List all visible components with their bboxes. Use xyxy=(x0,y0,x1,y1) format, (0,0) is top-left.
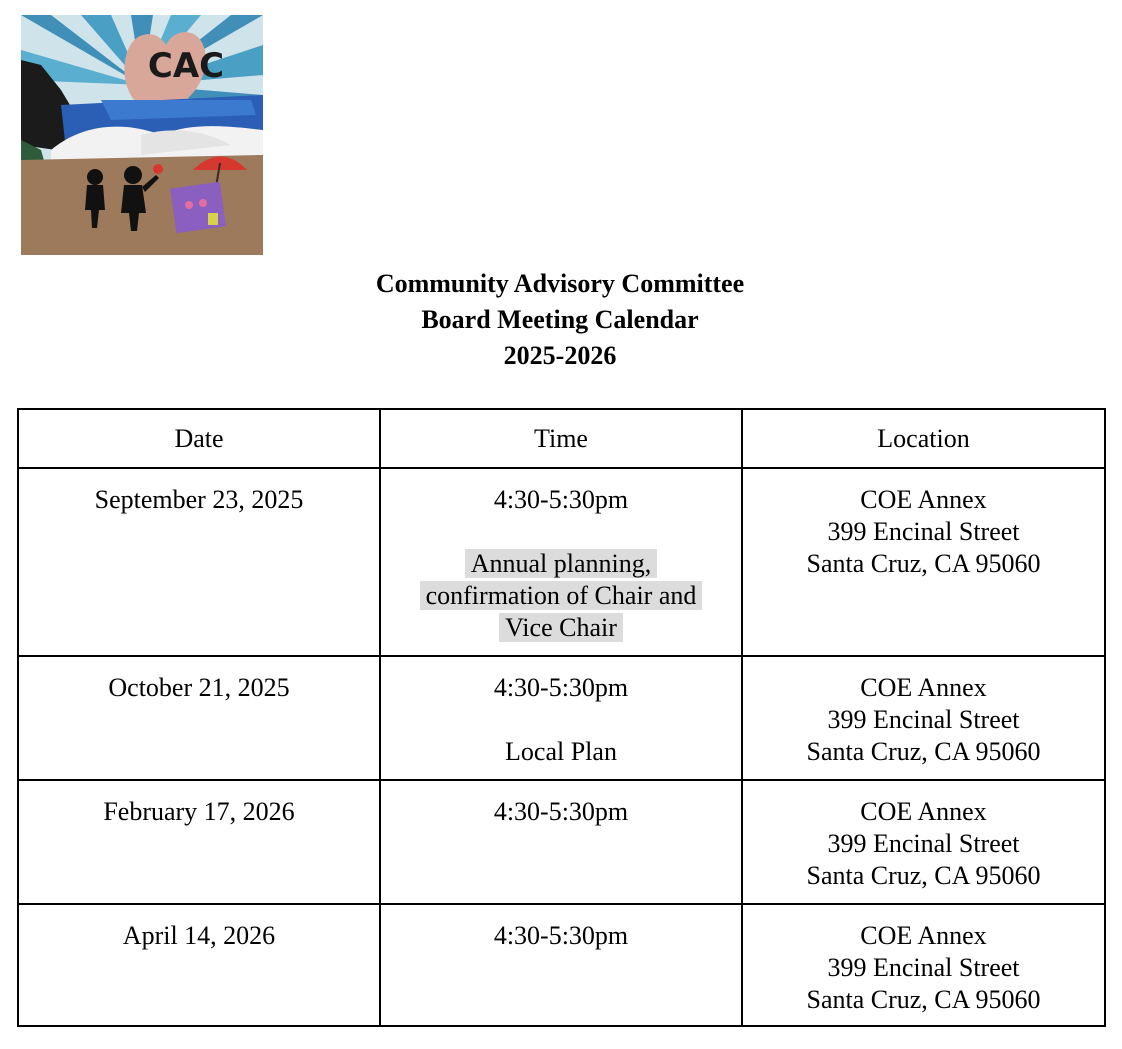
towel-shape xyxy=(170,182,226,234)
location-cell xyxy=(742,468,1105,656)
location-city: Santa Cruz, CA 95060 xyxy=(806,737,1041,766)
meeting-note-line: Annual planning, xyxy=(465,549,658,578)
cac-logo xyxy=(21,15,263,255)
date-cell xyxy=(18,780,380,904)
cac-logo-art xyxy=(21,15,263,255)
column-header-location: Location xyxy=(742,409,1105,468)
table-row xyxy=(18,904,1105,1026)
meeting-time: 4:30-5:30pm xyxy=(493,797,629,826)
meeting-note: Local Plan xyxy=(505,737,617,766)
meeting-date: February 17, 2026 xyxy=(103,797,295,826)
page-header xyxy=(0,266,1120,374)
location-cell xyxy=(742,656,1105,780)
meeting-date: October 21, 2025 xyxy=(108,673,290,702)
location-cell xyxy=(742,780,1105,904)
table-row xyxy=(18,656,1105,780)
meeting-note-line: Vice Chair xyxy=(499,613,623,642)
location-name: COE Annex xyxy=(860,673,987,702)
location-city: Santa Cruz, CA 95060 xyxy=(806,985,1041,1014)
meeting-time: 4:30-5:30pm xyxy=(493,485,629,514)
table-row xyxy=(18,468,1105,656)
location-street: 399 Encinal Street xyxy=(827,829,1020,858)
location-name: COE Annex xyxy=(860,485,987,514)
year-range: 2025-2026 xyxy=(503,341,617,370)
time-cell xyxy=(380,468,742,656)
time-cell xyxy=(380,656,742,780)
time-cell xyxy=(380,904,742,1026)
column-header-time: Time xyxy=(380,409,742,468)
meeting-date: September 23, 2025 xyxy=(94,485,304,514)
date-cell xyxy=(18,656,380,780)
meeting-time: 4:30-5:30pm xyxy=(493,921,629,950)
location-name: COE Annex xyxy=(860,921,987,950)
location-city: Santa Cruz, CA 95060 xyxy=(806,549,1041,578)
meeting-note-line: confirmation of Chair and xyxy=(420,581,703,610)
logo-text: CAC xyxy=(147,46,225,86)
meeting-time: 4:30-5:30pm xyxy=(493,673,629,702)
location-street: 399 Encinal Street xyxy=(827,953,1020,982)
meeting-date: April 14, 2026 xyxy=(122,921,276,950)
location-street: 399 Encinal Street xyxy=(827,705,1020,734)
date-cell xyxy=(18,468,380,656)
location-name: COE Annex xyxy=(860,797,987,826)
time-cell xyxy=(380,780,742,904)
table-header-row xyxy=(18,409,1105,468)
column-header-date: Date xyxy=(18,409,380,468)
table-row xyxy=(18,780,1105,904)
location-city: Santa Cruz, CA 95060 xyxy=(806,861,1041,890)
location-street: 399 Encinal Street xyxy=(827,517,1020,546)
committee-title: Community Advisory Committee xyxy=(375,269,745,298)
calendar-title: Board Meeting Calendar xyxy=(421,305,699,334)
location-cell xyxy=(742,904,1105,1026)
meeting-calendar-table xyxy=(17,408,1106,1027)
date-cell xyxy=(18,904,380,1026)
